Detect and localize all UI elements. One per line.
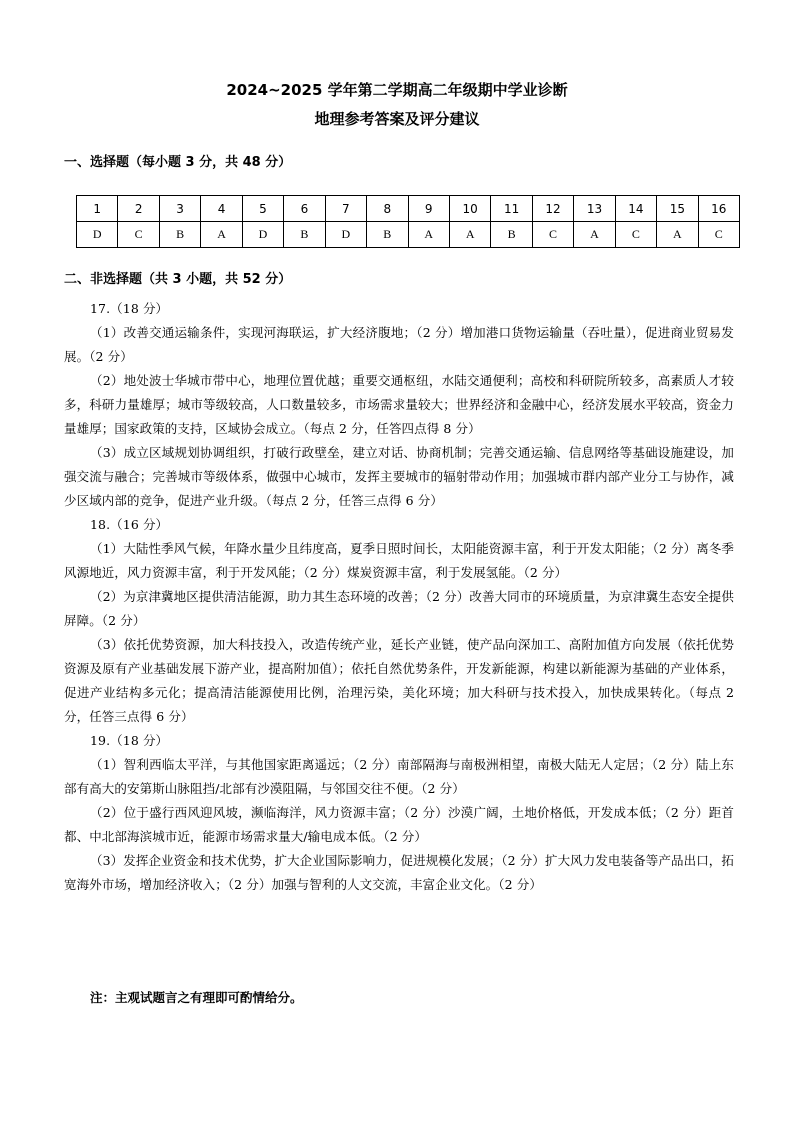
answer-table — [76, 195, 740, 248]
grading-note: 注：主观试题言之有理即可酌情给分。 — [90, 990, 303, 1005]
page-title: 2024~2025 学年第二学期高二年级期中学业诊断 — [226, 81, 568, 99]
question-17-label: 17.（18 分） — [90, 301, 169, 316]
question-number: 12 — [532, 196, 573, 222]
question-number: 11 — [491, 196, 532, 222]
answer-table-answer-row — [77, 222, 740, 248]
answer-letter: C — [118, 222, 159, 248]
section-heading-non-choice: 二、非选择题（共 3 小题，共 52 分） — [64, 272, 292, 287]
answer-letter: C — [615, 222, 656, 248]
question-18-part-1: （1）大陆性季风气候，年降水量少且纬度高，夏季日照时间长，太阳能资源丰富，利于开发太阳能；（2 分）离冬季风源地近，风力资源丰富，利于开发风能；（2 分）煤炭资源丰富，利于发展氢能。（2 分） — [64, 541, 734, 580]
answer-body — [64, 297, 734, 897]
question-number: 2 — [118, 196, 159, 222]
answer-letter: D — [242, 222, 283, 248]
question-19-part-3: （3）发挥企业资金和技术优势，扩大企业国际影响力，促进规模化发展；（2 分）扩大风力发电装备等产品出口，拓宽海外市场，增加经济收入；（2 分）加强与智利的人文交流，丰富企业文化。（2 分） — [64, 853, 734, 892]
answer-letter: B — [367, 222, 408, 248]
question-17-part-1: （1）改善交通运输条件，实现河海联运，扩大经济腹地；（2 分）增加港口货物运输量（吞吐量），促进商业贸易发展。（2 分） — [64, 325, 734, 364]
answer-letter: B — [491, 222, 532, 248]
question-19-label: 19.（18 分） — [90, 733, 169, 748]
question-number: 13 — [574, 196, 615, 222]
question-19-part-1: （1）智利西临太平洋，与其他国家距离遥远；（2 分）南部隔海与南极洲相望，南极大陆无人定居；（2 分）陆上东部有高大的安第斯山脉阻挡/北部有沙漠阻隔，与邻国交往不便。（2 分） — [64, 757, 734, 796]
question-number: 6 — [284, 196, 325, 222]
answer-letter: B — [159, 222, 200, 248]
answer-letter: A — [657, 222, 698, 248]
section-heading-choice: 一、选择题（每小题 3 分，共 48 分） — [64, 155, 292, 170]
answer-letter: D — [325, 222, 366, 248]
question-number: 1 — [77, 196, 118, 222]
question-17-part-2: （2）地处波士华城市带中心，地理位置优越；重要交通枢纽，水陆交通便利；高校和科研院所较多，高素质人才较多，科研力量雄厚；城市等级较高，人口数量较多，市场需求量较大；世界经济和金融中心，经济发展水平较高，资金力量雄厚；国家政策的支持，区域协会成立。（每点 2 分，任答四点得 8 分） — [64, 373, 734, 436]
answer-table-number-row — [77, 196, 740, 222]
question-number: 8 — [367, 196, 408, 222]
answer-letter: A — [201, 222, 242, 248]
question-number: 14 — [615, 196, 656, 222]
question-number: 7 — [325, 196, 366, 222]
answer-letter: A — [408, 222, 449, 248]
question-17-part-3: （3）成立区域规划协调组织，打破行政壁垒，建立对话、协商机制；完善交通运输、信息网络等基础设施建设，加强交流与融合；完善城市等级体系，做强中心城市，发挥主要城市的辐射带动作用；加强城市群内部产业分工与协作，减少区域内部的竞争，促进产业升级。（每点 2 分，任答三点得 6 分） — [64, 445, 734, 508]
question-18-part-2: （2）为京津冀地区提供清洁能源，助力其生态环境的改善；（2 分）改善大同市的环境质量，为京津冀生态安全提供屏障。（2 分） — [64, 589, 734, 628]
question-18-part-3: （3）依托优势资源，加大科技投入，改造传统产业，延长产业链，使产品向深加工、高附加值方向发展（依托优势资源及原有产业基础发展下游产业，提高附加值）；依托自然优势条件，开发新能源，构建以新能源为基础的产业体系，促进产业结构多元化；提高清洁能源使用比例，治理污染，美化环境；加大科研与技术投入，加快成果转化。（每点 2 分，任答三点得 6 分） — [64, 637, 734, 724]
page-subtitle: 地理参考答案及评分建议 — [314, 110, 480, 128]
answer-letter: D — [77, 222, 118, 248]
answer-letter: A — [449, 222, 490, 248]
question-number: 5 — [242, 196, 283, 222]
question-number: 3 — [159, 196, 200, 222]
question-number: 9 — [408, 196, 449, 222]
question-number: 10 — [449, 196, 490, 222]
answer-letter: C — [532, 222, 573, 248]
answer-letter: A — [574, 222, 615, 248]
question-19-part-2: （2）位于盛行西风迎风坡，濒临海洋，风力资源丰富；（2 分）沙漠广阔，土地价格低，开发成本低；（2 分）距首都、中北部海滨城市近，能源市场需求量大/输电成本低。（2 分） — [64, 805, 734, 844]
question-number: 4 — [201, 196, 242, 222]
question-number: 15 — [657, 196, 698, 222]
question-18-label: 18.（16 分） — [90, 517, 169, 532]
answer-letter: B — [284, 222, 325, 248]
answer-letter: C — [698, 222, 739, 248]
question-number: 16 — [698, 196, 739, 222]
